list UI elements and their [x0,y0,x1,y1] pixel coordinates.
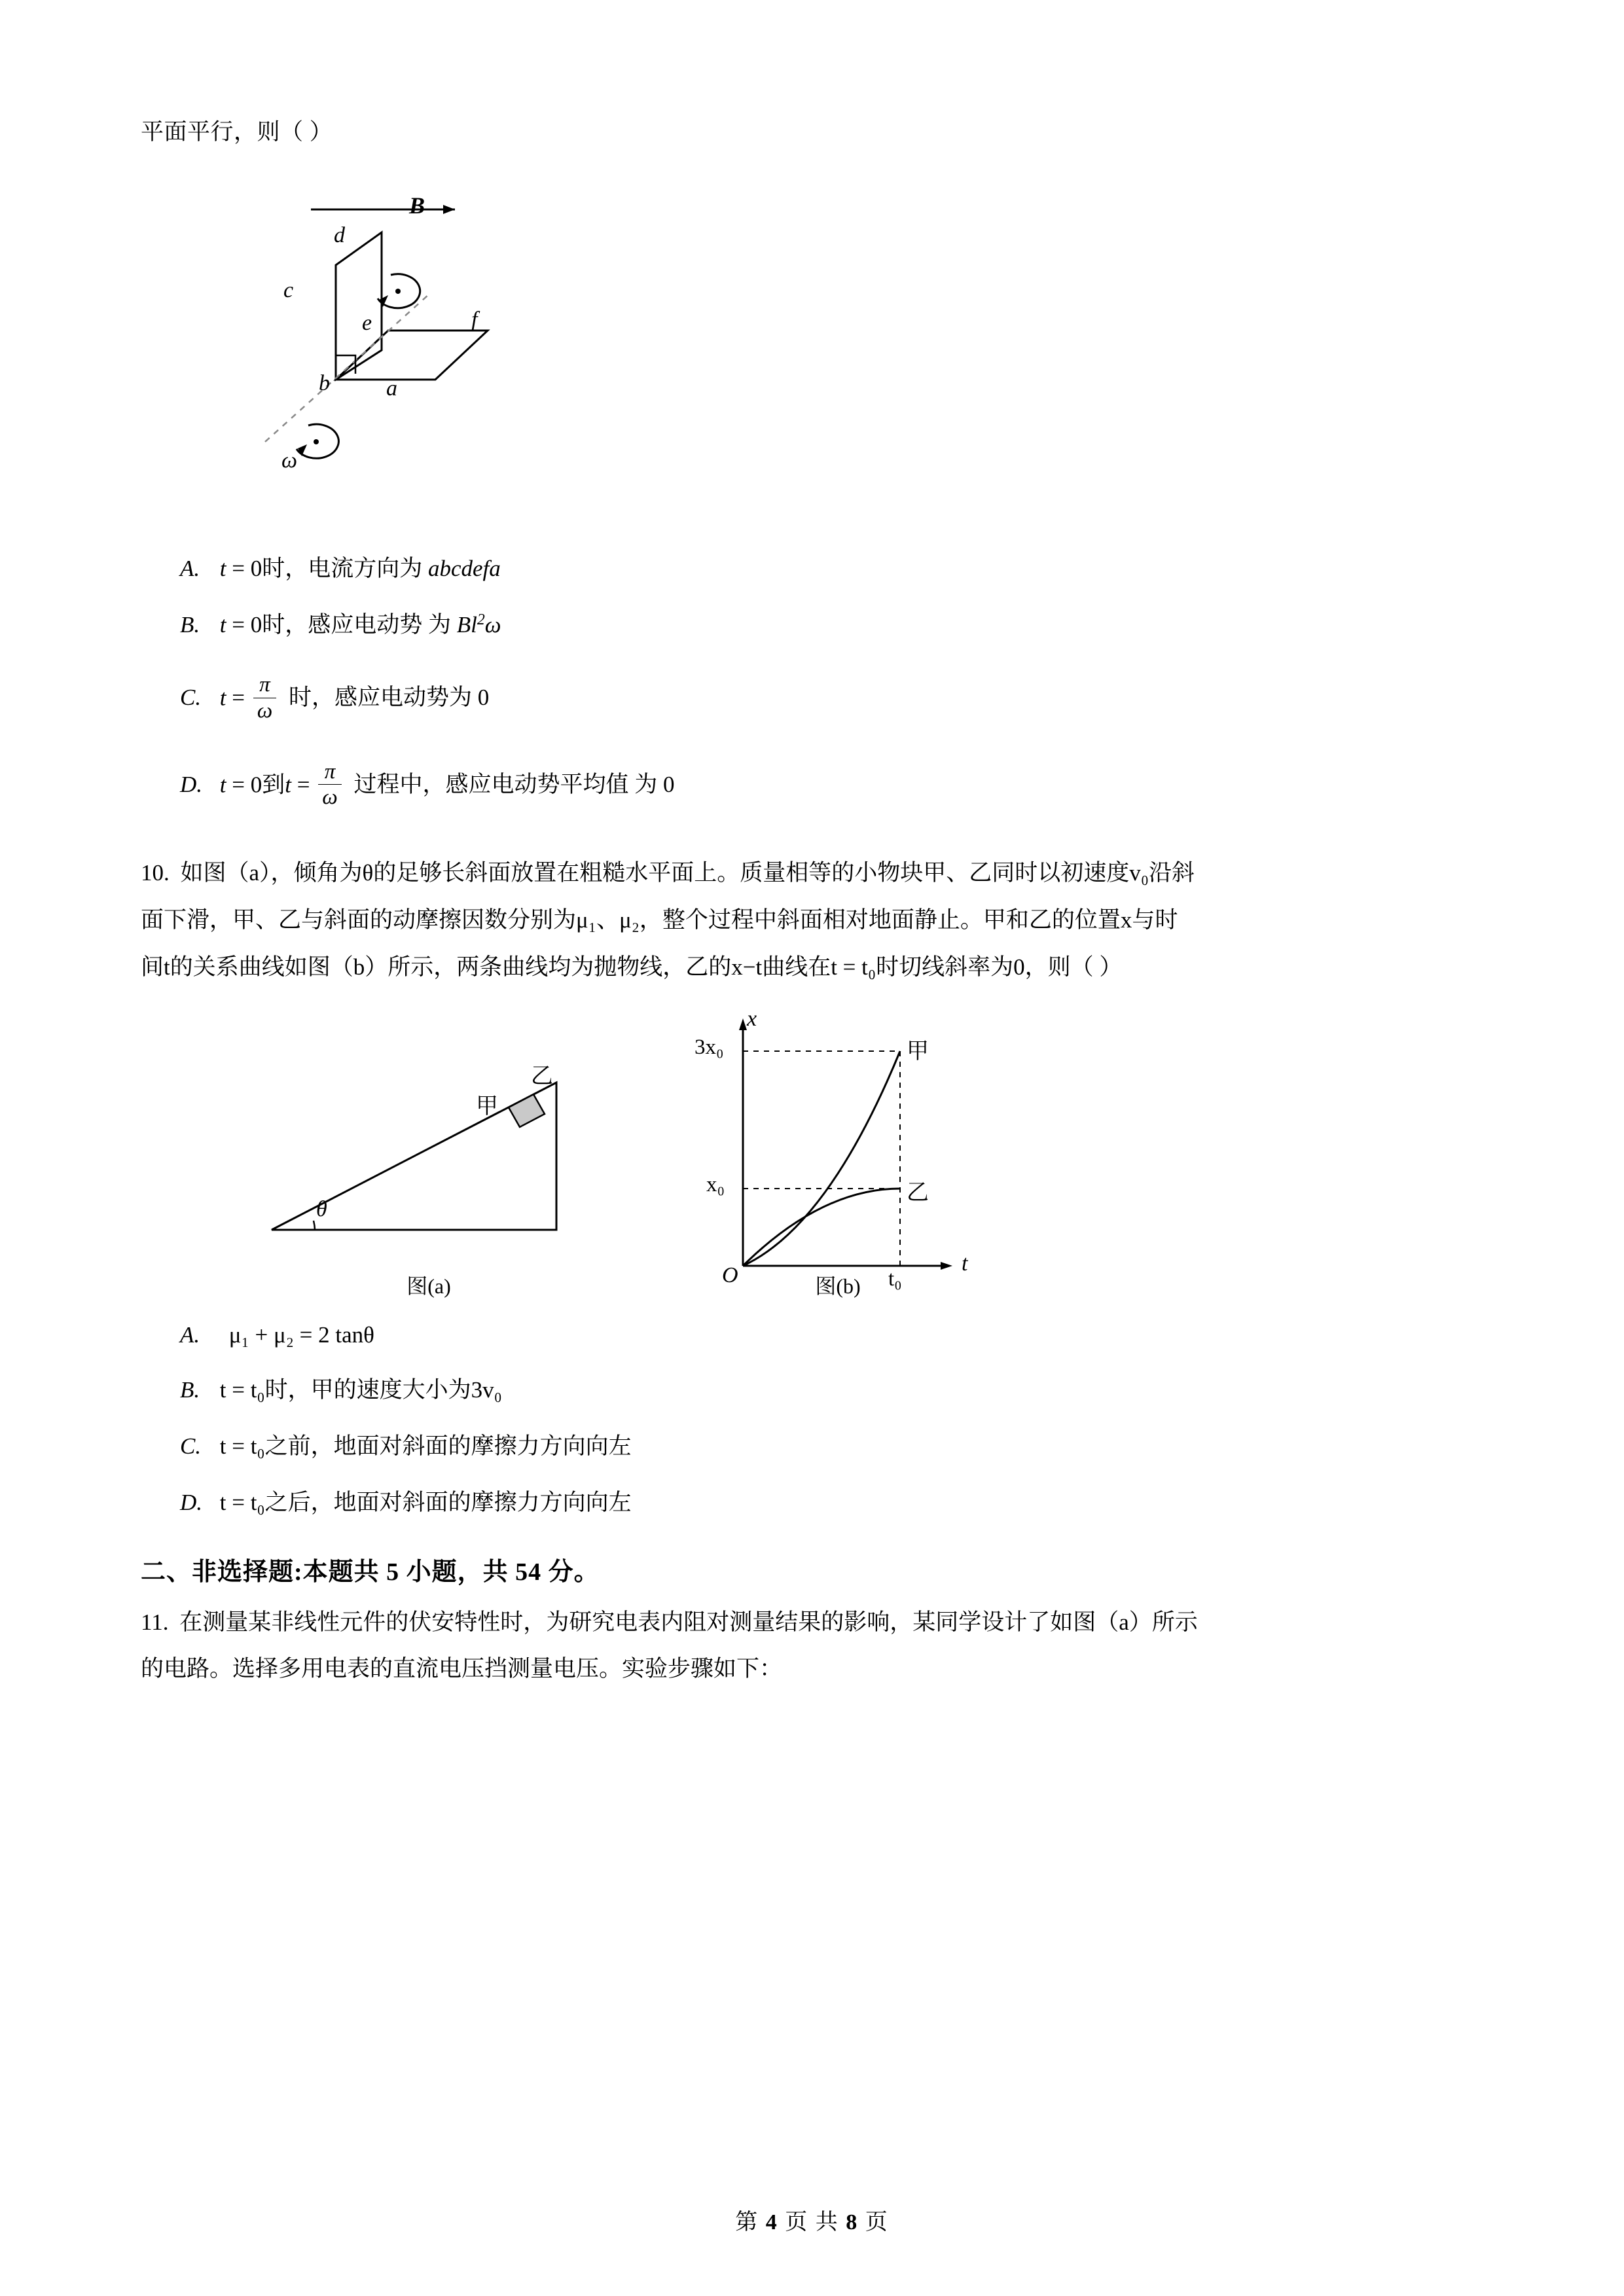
q10-figb-axis-x: x [747,1006,757,1031]
q10-figb-curve-yi: 乙 [907,1180,929,1205]
q10-option-b-text: t = t₀时，甲的速度大小为3v₀ [219,1376,502,1403]
q10-figa-caption: 图(a) [406,1274,451,1298]
q9-option-c[interactable]: C. t = $\frac{\pi}{\omega}$ 时，感应电动势为 0 [180,672,490,723]
q11-number: 11. [141,1609,169,1635]
q10-option-d-text: t = t₀之后，地面对斜面的摩擦力方向向左 [219,1489,632,1515]
q10-figures [141,1006,1483,1300]
q9-stem-tail: 平面平行，则（ ） [141,119,333,145]
q9-label-e: e [362,310,372,335]
q9-label-a: a [386,376,397,401]
footer-mid: 页 共 [785,2210,839,2234]
q9-label-d: d [334,223,345,247]
q10-figa-theta: θ [316,1196,327,1221]
q10-option-c-text: t = t₀之前，地面对斜面的摩擦力方向向左 [219,1433,632,1459]
q10-option-c-label: C. [180,1433,202,1459]
q10-figb-tick-t0: t₀ [888,1266,902,1291]
q10-line1-text: 如图（a），倾角为θ的足够长斜面放置在粗糙水平面上。质量相等的小物块甲、乙同时以初速度v₀沿斜 [180,860,1195,886]
q10-line1 [141,850,1483,897]
q9-option-d-label: D. [180,772,203,798]
footer-prefix: 第 [735,2210,759,2234]
q9-label-f: f [471,307,478,332]
q9-option-a[interactable]: A. t = 0时，电流方向为 abcdefa [180,555,501,581]
q10-figb-tick-x0: x₀ [706,1172,725,1196]
q9-label-omega: ω [281,448,298,473]
q9-figure [141,160,1483,527]
page-footer [0,2204,1624,2236]
q9-label-c: c [283,278,294,302]
q9-option-a-label: A. [180,555,200,581]
q10-figb-origin: O [722,1263,738,1287]
footer-suffix: 页 [865,2210,889,2234]
q11-line1-text: 在测量某非线性元件的伏安特性时，为研究电表内阻对测量结果的影响，某同学设计了如图（a）所示 [179,1609,1198,1635]
q9-option-c-text: 时，感应电动势为 0 [288,685,490,711]
q10-figure-a [259,1011,599,1300]
q10-figa-jia: 甲 [476,1094,498,1119]
q10-option-d-label: D. [180,1489,203,1515]
q10-figb-axis-t: t [962,1251,968,1276]
section-2-title: 二、非选择题:本题共 5 小题，共 54 分。 [141,1558,600,1586]
q11-line2: 的电路。选择多用电表的直流电压挡测量电压。实验步骤如下： [141,1656,783,1682]
q9-option-d-text: 过程中，感应电动势平均值 为 0 [353,772,675,798]
q10-option-b-label: B. [180,1376,200,1403]
q11-line1 [141,1599,1483,1646]
q10-line3: 间t的关系曲线如图（b）所示，两条曲线均为抛物线，乙的x−t曲线在t = t₀时切线斜率为0，则（ ） [141,954,1123,980]
q10-option-a[interactable] [141,1300,1483,1348]
q10-option-c[interactable] [141,1405,1483,1461]
q10-figb-curve-jia: 甲 [907,1039,929,1064]
q10-figb-tick-3x0: 3x₀ [695,1035,724,1059]
q10-number: 10. [141,860,170,886]
q10-figb-caption: 图(b) [815,1274,861,1298]
q10-option-a-label: A. [180,1321,200,1348]
q9-option-d[interactable]: D. t = 0到t = $\frac{\pi}{\omega}$ 过程中，感应电动势平均值 为 0 [180,759,675,810]
footer-total-pages: 8 [846,2210,859,2234]
q9-option-b-label: B. [180,611,200,637]
q9-option-c-label: C. [180,685,202,711]
q9-label-B: B [409,192,425,219]
q9-option-b[interactable]: B. t = 0时，感应电动势 为 Bl$^2$ω [180,611,501,637]
q10-line2: 面下滑，甲、乙与斜面的动摩擦因数分别为μ₁、μ₂，整个过程中斜面相对地面静止。甲和乙的位置x与时 [141,907,1178,933]
footer-page-number: 4 [765,2210,778,2234]
q10-option-d[interactable] [141,1461,1483,1517]
q9-label-b: b [319,370,330,395]
q10-option-a-text: μ₁ + μ₂ = 2 tanθ [228,1321,374,1348]
q10-option-b[interactable] [141,1348,1483,1405]
q10-figa-yi: 乙 [531,1064,553,1088]
q10-figure-b [684,1006,992,1300]
